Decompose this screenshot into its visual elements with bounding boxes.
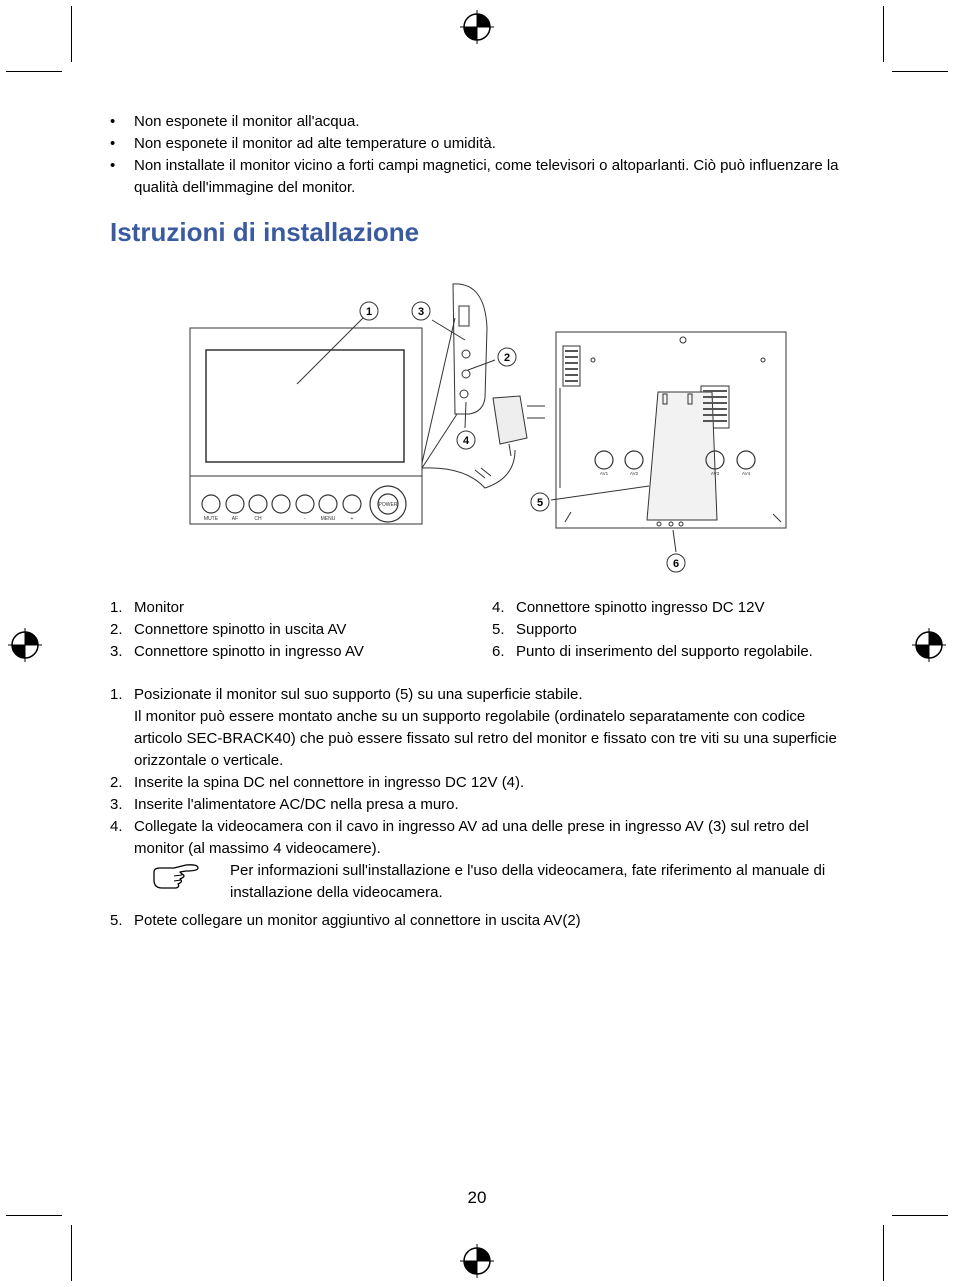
section-title: Istruzioni di installazione [110, 217, 420, 247]
registration-mark-icon [8, 628, 42, 662]
step-item: 2. Inserite la spina DC nel connettore in ingresso DC 12V (4). [110, 774, 525, 791]
pointing-hand-icon [152, 862, 202, 890]
note-text: Per informazioni sull'installazione e l'uso della videocamera, fate riferimento al manuale di installazione della videocamera. [230, 862, 826, 901]
installation-diagram [185, 278, 795, 578]
front-button [226, 495, 244, 513]
front-button-label: - [304, 516, 306, 522]
front-button [249, 495, 267, 513]
bullet-item: • Non esponete il monitor ad alte temperature o umidità. [110, 133, 850, 155]
note [110, 860, 850, 904]
rear-port [625, 451, 643, 469]
rear-port-label: AV4 [741, 471, 751, 476]
step-item: 3. Inserite l'alimentatore AC/DC nella presa a muro. [110, 796, 459, 813]
legend-item: 2. Connettore spinotto in uscita AV [110, 621, 347, 638]
power-adapter [493, 396, 527, 444]
safety-bullet-list [110, 111, 850, 199]
callout-label: 2 [503, 352, 511, 364]
legend-item: 3. Connettore spinotto in ingresso AV [110, 643, 364, 660]
rear-port [595, 451, 613, 469]
callout-label: 1 [365, 306, 373, 318]
crop-mark [883, 1225, 884, 1281]
callout-label: 6 [672, 558, 680, 570]
bullet-item: • Non installate il monitor vicino a forti campi magnetici, come televisori o altoparlanti. Ciò può influenzare la qualità dell'immagine del monitor. [110, 155, 850, 199]
rear-port-label: AV3 [710, 471, 720, 476]
legend-item: 6. Punto di inserimento del supporto regolabile. [492, 643, 813, 660]
front-button-label: MENU [320, 516, 336, 522]
front-button [343, 495, 361, 513]
front-button-label: AF [231, 516, 239, 522]
power-dial-label: POWER [378, 502, 398, 508]
rear-port-label: AV1 [599, 471, 609, 476]
bullet-item: • Non esponete il monitor all'acqua. [110, 111, 850, 133]
crop-mark [892, 1215, 948, 1216]
crop-mark [892, 71, 948, 72]
callout-label: 4 [462, 435, 470, 447]
rear-port [737, 451, 755, 469]
crop-mark [6, 71, 62, 72]
front-button [319, 495, 337, 513]
front-button-label: + [350, 516, 354, 522]
legend-left [110, 597, 364, 663]
front-button [296, 495, 314, 513]
legend-item: 4. Connettore spinotto ingresso DC 12V [492, 599, 765, 616]
registration-mark-icon [460, 1244, 494, 1278]
monitor-screen [206, 350, 404, 462]
crop-mark [883, 6, 884, 62]
crop-mark [71, 6, 72, 62]
step-item: 1. Posizionate il monitor sul suo supporto (5) su una superficie stabile. Il monitor può essere montato anche su un supporto regolabile (ordinatelo separatamente con codice articolo SEC-BRACK40) che può essere fissato sul retro del monitor e fissato con tre viti su una superficie orizzontale o verticale. [110, 686, 837, 769]
installation-steps [110, 684, 850, 932]
rear-port-label: AV2 [629, 471, 639, 476]
callout-label: 3 [417, 306, 425, 318]
front-button-label: MUTE [203, 516, 219, 522]
front-button [272, 495, 290, 513]
registration-mark-icon [912, 628, 946, 662]
crop-mark [6, 1215, 62, 1216]
step-item: 4. Collegate la videocamera con il cavo in ingresso AV ad una delle prese in ingresso AV (3) sul retro del monitor (al massimo 4 videocamere). [110, 818, 809, 857]
legend-item: 5. Supporto [492, 621, 577, 638]
step-item: 5. Potete collegare un monitor aggiuntivo al connettore in uscita AV(2) [110, 912, 581, 929]
page-number: 20 [467, 1188, 487, 1207]
front-button [202, 495, 220, 513]
front-button-label: CH [254, 516, 262, 522]
registration-mark-icon [460, 10, 494, 44]
callout-label: 5 [536, 497, 544, 509]
legend-right [492, 597, 813, 663]
crop-mark [71, 1225, 72, 1281]
legend-item: 1. Monitor [110, 599, 185, 616]
monitor-side-profile [453, 284, 487, 414]
